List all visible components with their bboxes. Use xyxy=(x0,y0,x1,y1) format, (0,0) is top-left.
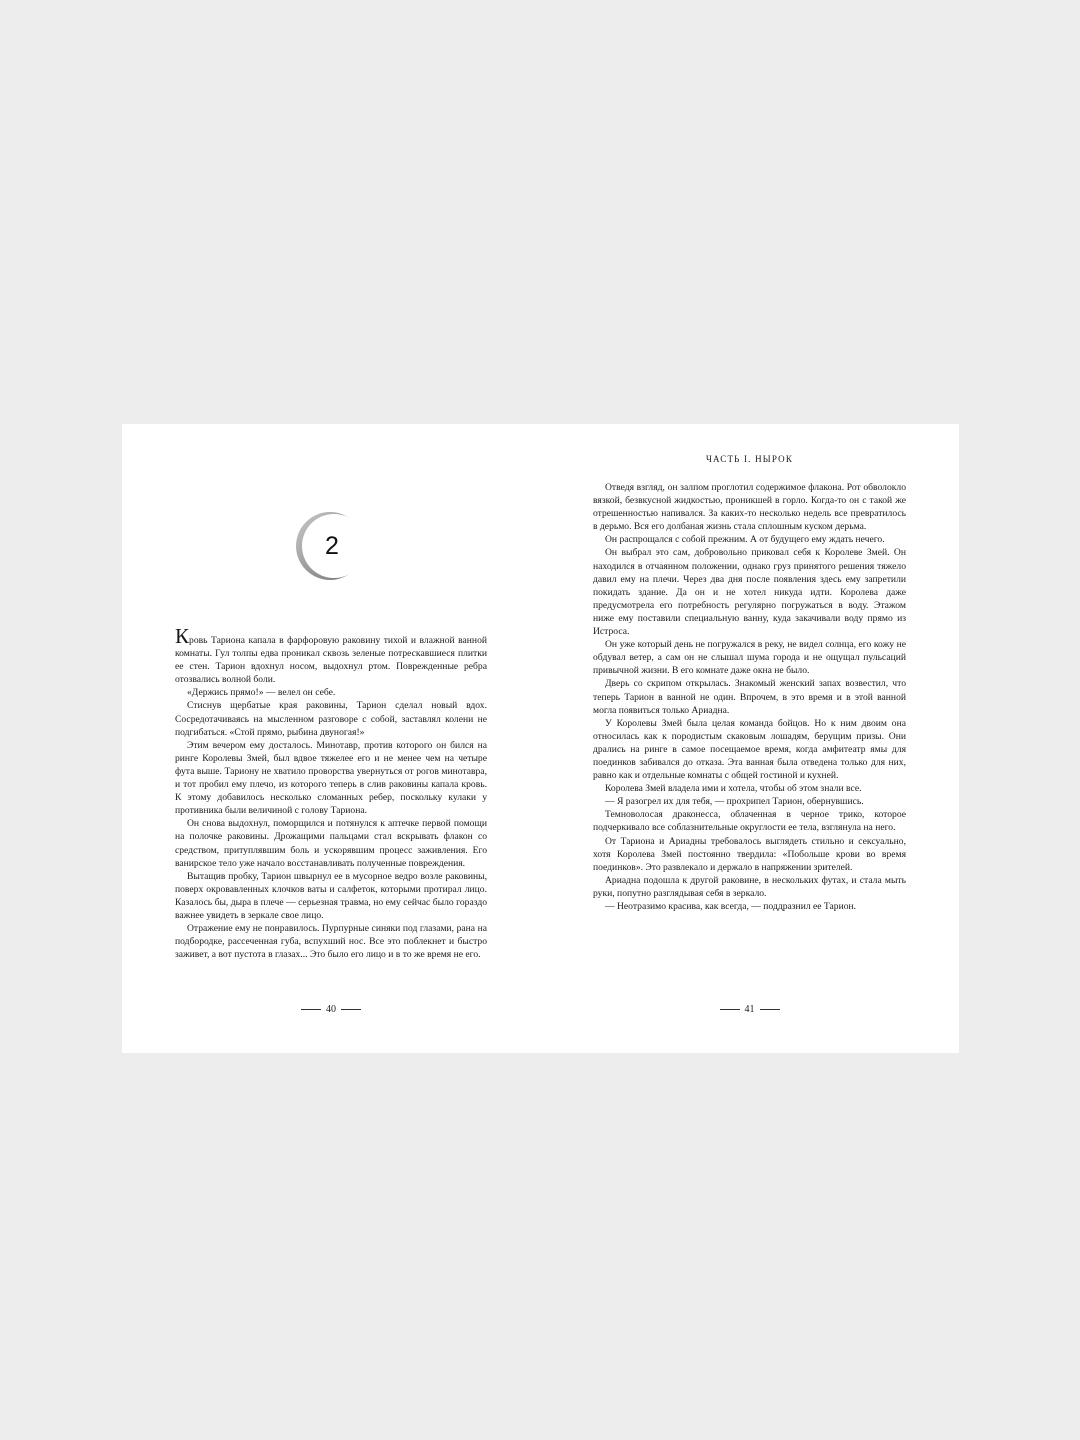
drop-cap: К xyxy=(175,624,190,648)
paragraph: Этим вечером ему досталось. Минотавр, против которого он бился на ринге Королевы Змей, был вдвое тяжелее его и не менее чем на четыре фута выше. Тариону не хватило проворства увернуться от рогов минотавра, и тот пробил ему плечо, из которого теперь в слив раковины капала кровь. К этому добавилось несколько сломанных ребер, поскольку кулаки у противника были величиной с голову Тариона. xyxy=(175,739,487,817)
paragraph: Он снова выдохнул, поморщился и потянулся к аптечке первой помощи на полочке раковины. Дрожащими пальцами стал вскрывать флакон со средством, притуплявшим боль и ускорявшим процесс заживления. Его ванирское тело уже начало восстанавливать полученные повреждения. xyxy=(175,818,487,869)
right-page-text xyxy=(593,481,906,913)
left-page xyxy=(122,424,540,1053)
left-page-text xyxy=(175,624,487,961)
paragraph: Он выбрал это сам, добровольно приковал себя к Королеве Змей. Он находился в отчаянном положении, однако груз принятого решения тяжело давил ему на плечи. Через два дня после появления здесь ему запретили покидать здание. Да он и не хотел никуда идти. Королева даже предусмотрела его потребность регулярно погружаться в воду. Этажом ниже ему поставили специальную ванну, куда закачивали воду прямо из Истроса. xyxy=(593,547,906,638)
folio-rule xyxy=(720,1009,740,1010)
paragraph: Стиснув щербатые края раковины, Тарион сделал новый вдох. Сосредотачиваясь на мысленном разговоре с собой, заставлял колени не подгибаться. «Стой прямо, рыбина двуногая!» xyxy=(175,700,487,738)
paragraph: «Держись прямо!» — велел он себе. xyxy=(187,687,336,699)
chapter-number: 2 xyxy=(325,532,339,560)
paragraph: Дверь со скрипом открылась. Знакомый женский запах возвестил, что теперь Тарион в ванной не один. Впрочем, в это время и в этой ванной могла появиться только Ариадна. xyxy=(593,678,906,716)
book-spread xyxy=(122,424,959,1053)
paragraph: — Неотразимо красива, как всегда, — поддразнил ее Тарион. xyxy=(605,901,857,912)
paragraph: Кровь Тариона капала в фарфоровую раковину тихой и влажной ванной комнаты. Гул толпы едва проникал сквозь зеленые потрескавшиеся плитки ее стен. Тарион вдохнул носом, выдохнул ртом. Поврежденные ребра отозвались волной боли. xyxy=(175,624,487,686)
paragraph: От Тариона и Ариадны требовалось выглядеть стильно и сексуально, хотя Королева Змей постоянно твердила: «Побольше крови во время поединков». Это развлекало и держало в напряжении зрителей. xyxy=(593,835,906,873)
page-number-left: 40 xyxy=(122,1004,540,1015)
paragraph: Ариадна подошла к другой раковине, в нескольких футах, и стала мыть руки, попутно разглядывая себя в зеркало. xyxy=(593,874,906,899)
folio-rule xyxy=(341,1009,361,1010)
page-number-right: 41 xyxy=(540,1004,959,1015)
paragraph: Отведя взгляд, он залпом проглотил содержимое флакона. Рот обволокло вязкой, безвкусной жидкостью, проникшей в горло. Когда-то он с такой же отрешенностью напивался. За каких-то несколько недель все превратилось в дерьмо. Вся его долбаная жизнь стала сплошным куском дерьма. xyxy=(593,482,906,533)
chapter-mark xyxy=(296,512,364,580)
right-page xyxy=(540,424,959,1053)
paragraph: Отражение ему не понравилось. Пурпурные синяки под глазами, рана на подбородке, рассеченная губа, вспухший нос. Все это поблекнет и быстро заживет, а вот пустота в глазах... Это было его лицо и в то же время не его. xyxy=(175,923,487,961)
paragraph: Он распрощался с собой прежним. А от будущего ему ждать нечего. xyxy=(605,534,885,546)
paragraph: Он уже который день не погружался в реку, не видел солнца, его кожу не обдувал ветер, а сам он не слышал шума города и не ощущал пульсаций привычной жизни. В его комнате даже окна не было. xyxy=(593,639,906,677)
folio-rule xyxy=(301,1009,321,1010)
paragraph: У Королевы Змей была целая команда бойцов. Но к ним двоим она относилась как к породистым скаковым лошадям, берущим призы. Они дрались на ринге в самое посещаемое время, когда амфитеатр ямы для поединков забивался до отказа. Эта ванная была отведена только для них, равно как и отдельные комнаты с общей гостиной и кухней. xyxy=(593,717,906,782)
paragraph: — Я разогрел их для тебя, — прохрипел Тарион, обернувшись. xyxy=(605,796,864,808)
paragraph: Королева Змей владела ими и хотела, чтобы об этом знали все. xyxy=(605,783,862,795)
folio-rule xyxy=(760,1009,780,1010)
paragraph: Вытащив пробку, Тарион швырнул ее в мусорное ведро возле раковины, поверх окровавленных клочков ваты и салфеток, которыми протирал лицо. Казалось бы, дыра в плече — серьезная травма, но ему сейчас было гораздо важнее увидеть в зеркале свое лицо. xyxy=(175,870,487,921)
running-head: ЧАСТЬ I. НЫРОК xyxy=(705,454,794,464)
paragraph: Темноволосая драконесса, облаченная в черное трико, которое подчеркивало все соблазнительные округлости ее тела, взглянула на него. xyxy=(593,809,906,834)
